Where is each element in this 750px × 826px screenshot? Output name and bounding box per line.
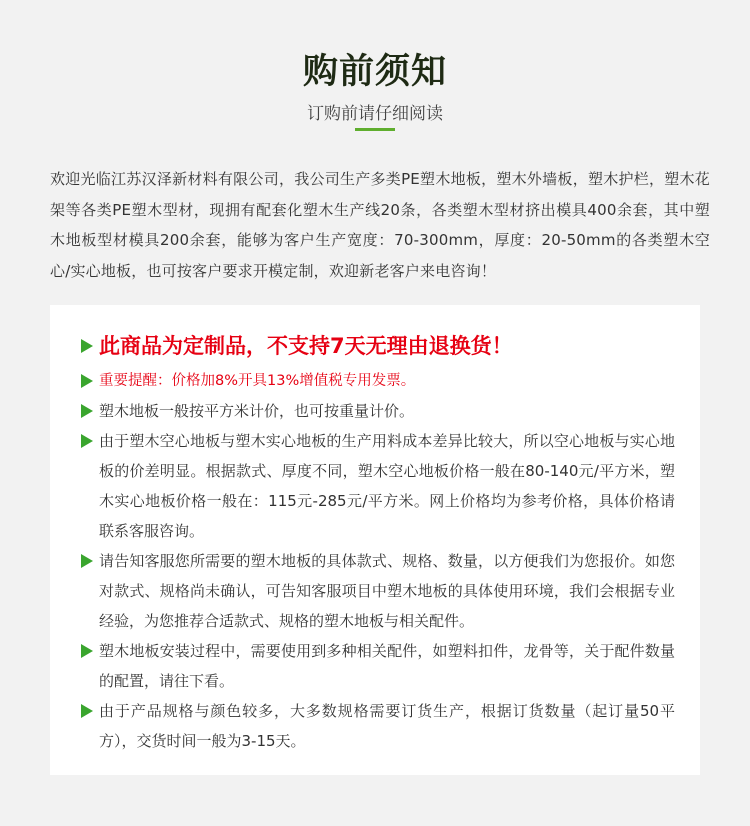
notice-item-pricing-unit (81, 396, 675, 426)
notice-item-custom-product (81, 329, 675, 363)
notice-card (50, 305, 700, 775)
notice-item-price-range (81, 426, 675, 546)
green-arrow-icon (81, 339, 93, 353)
notice-text: 请告知客服您所需要的塑木地板的具体款式、规格、数量，以方便我们为您报价。如您对款式、规格尚未确认，可告知客服项目中塑木地板的具体使用环境，我们会根据专业经验，为您推荐合适款式、规格的塑木地板与相关配件。 (99, 552, 675, 630)
notice-text: 由于塑木空心地板与塑木实心地板的生产用料成本差异比较大，所以空心地板与实心地板的价差明显。根据款式、厚度不同，塑木空心地板价格一般在80-140元/平方米，塑木实心地板价格一般在：115元-285元/平方米。网上价格均为参考价格，具体价格请联系客服咨询。 (99, 432, 675, 540)
title-divider (355, 128, 395, 131)
notice-item-quote (81, 546, 675, 636)
green-arrow-icon (81, 434, 93, 448)
notice-item-invoice (81, 366, 675, 396)
green-arrow-icon (81, 374, 93, 388)
green-arrow-icon (81, 404, 93, 418)
green-arrow-icon (81, 554, 93, 568)
green-arrow-icon (81, 644, 93, 658)
notice-text: 塑木地板安装过程中，需要使用到多种相关配件，如塑料扣件，龙骨等，关于配件数量的配置，请往下看。 (99, 642, 675, 690)
notice-text: 由于产品规格与颜色较多，大多数规格需要订货生产，根据订货数量（起订量50平方），交货时间一般为3-15天。 (99, 702, 675, 750)
notice-item-accessories (81, 636, 675, 696)
notice-text: 此商品为定制品，不支持7天无理由退换货！ (99, 334, 513, 358)
notice-list (81, 329, 675, 756)
page-subtitle: 订购前请仔细阅读 (307, 104, 443, 124)
page-title: 购前须知 (302, 52, 447, 92)
green-arrow-icon (81, 704, 93, 718)
notice-text: 塑木地板一般按平方米计价，也可按重量计价。 (99, 402, 415, 420)
company-intro: 欢迎光临江苏汉泽新材料有限公司，我公司生产多类PE塑木地板，塑木外墙板，塑木护栏，塑木花架等各类PE塑木型材，现拥有配套化塑木生产线20条，各类塑木型材挤出模具400余套，其中塑木地板型材模具200余套，能够为客户生产宽度：70-300mm，厚度：20-50mm的各类塑木空心/实心地板，也可按客户要求开模定制，欢迎新老客户来电咨询！ (50, 170, 710, 280)
notice-text: 重要提醒：价格加8%开具13%增值税专用发票。 (99, 373, 416, 389)
notice-item-delivery (81, 696, 675, 756)
